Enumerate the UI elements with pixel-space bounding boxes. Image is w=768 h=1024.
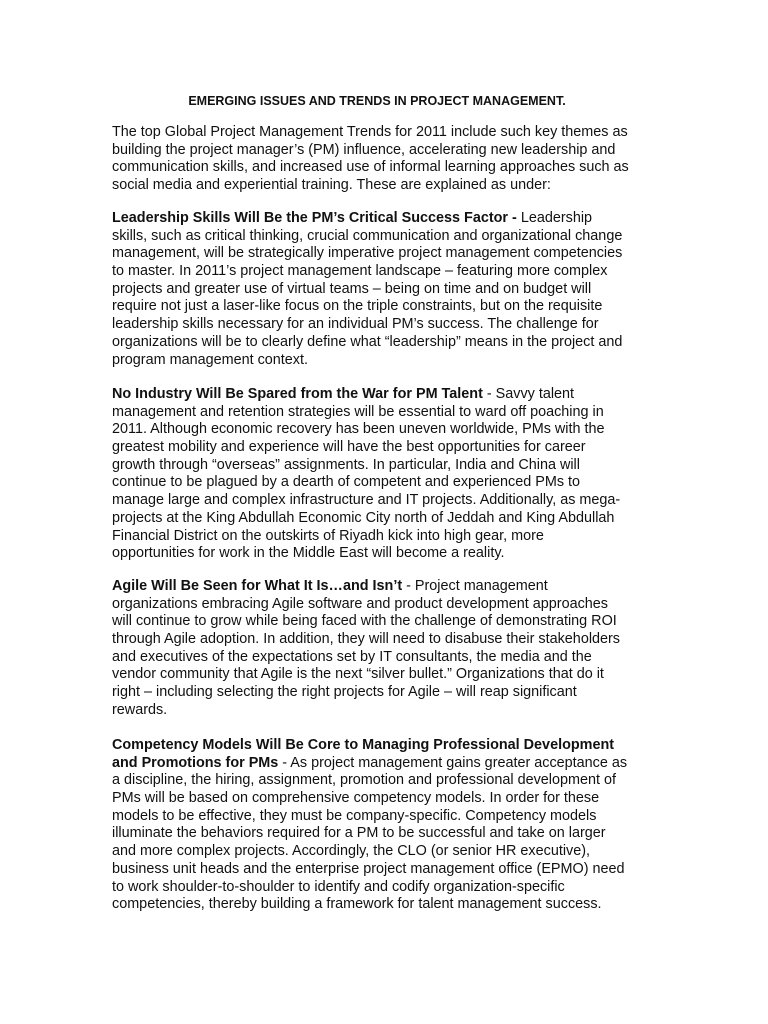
text-line: models to be effective, they must be company-specific. Competency models [112,807,597,824]
text-line: PMs will be based on comprehensive competency models. In order for these [112,790,600,807]
paragraph-intro [112,124,657,195]
text-line: projects and greater use of virtual teams – being on time and on budget will [112,280,592,297]
text-line: social media and experiential training. These are explained as under: [112,177,551,194]
text-line: will continue to grow while being faced with the challenge of demonstrating ROI [112,613,617,630]
text-line: growth through “overseas” assignments. In particular, India and China will [112,456,580,473]
section-heading: Leadership Skills Will Be the PM’s Critical Success Factor - [112,210,521,226]
document-title: EMERGING ISSUES AND TRENDS IN PROJECT MANAGEMENT. [188,94,566,108]
text-line: skills, such as critical thinking, crucial communication and organizational change [112,227,623,244]
text-line: a discipline, the hiring, assignment, promotion and professional development of [112,772,616,789]
text-line: to master. In 2011’s project management landscape – featuring more complex [112,263,608,280]
text-line: business unit heads and the enterprise project management office (EPMO) need [112,860,625,877]
text-line: require not just a laser-like focus on the triple constraints, but on the requisite [112,298,603,315]
text-line: Financial District on the outskirts of Riyadh kick into high gear, more [112,527,544,544]
paragraph-leadership [112,210,657,369]
text-line: program management context. [112,351,308,368]
text-line: and Promotions for PMs - As project management gains greater acceptance as [112,754,628,771]
text-line: The top Global Project Management Trends for 2011 include such key themes as [112,124,628,140]
text-line: through Agile adoption. In addition, they will need to disabuse their stakeholders [112,631,621,648]
section-heading: Competency Models Will Be Core to Managing Professional Development [112,737,615,753]
text-line: projects at the King Abdullah Economic City north of Jeddah and King Abdullah [112,509,615,526]
text-line: and more complex projects. Accordingly, the CLO (or senior HR executive), [112,843,591,860]
text-line: rewards. [112,701,168,718]
text-line: vendor community that Agile is the next “silver bullet.” Organizations that do it [112,666,604,683]
text-line: and executives of the expectations set by IT consultants, the media and the [112,648,592,665]
text-line: leadership skills necessary for an individual PM’s success. The challenge for [112,316,599,333]
text-line: to work shoulder-to-shoulder to identify and codify organization-specific [112,878,565,895]
paragraph-agile [112,578,657,720]
text-line [112,737,657,755]
text-line: right – including selecting the right projects for Agile – will reap significant [112,684,577,701]
text-line: management and retention strategies will be essential to ward off poaching in [112,403,604,420]
paragraph-competency [112,737,657,914]
text-line: manage large and complex infrastructure and IT projects. Additionally, as mega- [112,492,621,509]
text-line: competencies, thereby building a framework for talent management success. [112,896,602,913]
text-line: organizations embracing Agile software and product development approaches [112,595,608,612]
section-heading: No Industry Will Be Spared from the War for PM Talent [112,386,483,402]
text-line: Leadership Skills Will Be the PM’s Critical Success Factor - Leadership [112,210,593,226]
text-line: opportunities for work in the Middle East will become a reality. [112,545,505,562]
paragraph-talent [112,386,657,563]
text-line: greatest mobility and experience will have the best opportunities for career [112,439,586,456]
section-heading: and Promotions for PMs [112,754,279,771]
text-line: management, will be strategically imperative project management competencies [112,245,623,262]
text-line: building the project manager’s (PM) influence, accelerating new leadership and [112,141,616,158]
text-line: Agile Will Be Seen for What It Is…and Isn’t - Project management [112,578,548,594]
text-line: continue to be plagued by a dearth of competent and experienced PMs to [112,474,581,491]
text-line: No Industry Will Be Spared from the War for PM Talent - Savvy talent [112,386,575,402]
text-line: organizations will be to clearly define what “leadership” means in the project and [112,333,623,350]
text-line: communication skills, and increased use of informal learning approaches such as [112,159,629,176]
text-line: 2011. Although economic recovery has been uneven worldwide, PMs with the [112,421,605,438]
section-heading: Agile Will Be Seen for What It Is…and Isn’t [112,578,403,594]
text-line: illuminate the behaviors required for a PM to be successful and take on larger [112,825,606,842]
